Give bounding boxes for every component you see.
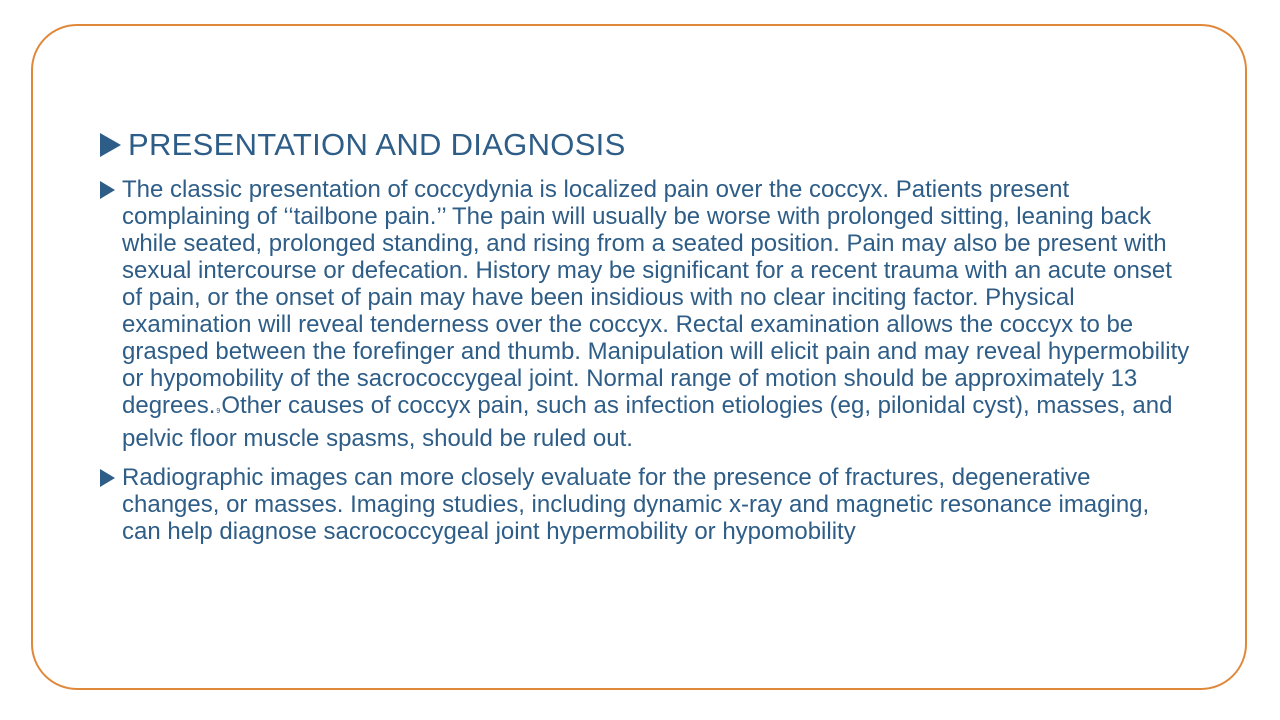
- paragraph-text: Radiographic images can more closely evaluate for the presence of fractures, degenerative changes, or masses. Imaging studies, including dynamic x-ray and magnetic resonance imaging, can help diagnose sacrococcygeal joint hypermobility or hypomobility: [122, 464, 1150, 545]
- paragraph-text-part-2: Other causes of coccyx pain, such as infection etiologies (eg, pilonidal cyst), masses, and pelvic floor muscle spasms, should be ruled out.: [122, 392, 1173, 452]
- bullet-paragraph-presentation: [100, 176, 1190, 452]
- paragraph-text-part-1: The classic presentation of coccydynia is localized pain over the coccyx. Patients present complaining of ‘‘tailbone pain.’’ The pain will usually be worse with prolonged sitting, leaning back while seated, prolonged standing, and rising from a seated position. Pain may also be present with sexual intercourse or defecation. History may be significant for a recent trauma with an acute onset of pain, or the onset of pain may have been insidious with no clear inciting factor. Physical examination will reveal tenderness over the coccyx. Rectal examination allows the coccyx to be grasped between the forefinger and thumb. Manipulation will elicit pain and may reveal hypermobility or hypomobility of the sacrococcygeal joint. Normal range of motion should be approximately 13 degrees.: [122, 176, 1190, 419]
- triangle-bullet-icon: [100, 181, 115, 199]
- bullet-paragraph-imaging: [100, 464, 1190, 545]
- slide-content: [100, 126, 1190, 557]
- paragraph-text: [122, 176, 1190, 452]
- triangle-bullet-icon: [100, 133, 121, 157]
- slide-heading: [100, 126, 1190, 164]
- citation-marker: 9: [216, 408, 221, 415]
- triangle-bullet-icon: [100, 469, 115, 487]
- heading-text: PRESENTATION AND DIAGNOSIS: [128, 127, 626, 162]
